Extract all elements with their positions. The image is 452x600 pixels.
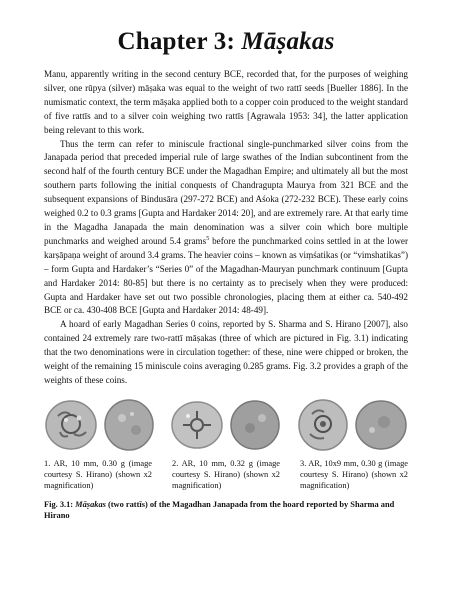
coin-1-reverse-image: [102, 398, 156, 452]
figure-caption-text: (two rattīs) of the Magadhan Janapada from the hoard reported by Sharma and Hirano: [44, 499, 395, 520]
coin-captions-row: [44, 458, 408, 491]
footnote-ref-5[interactable]: 5: [206, 235, 210, 242]
coin-2-obverse-image: [170, 398, 224, 452]
chapter-title-prefix: Chapter 3:: [117, 28, 242, 55]
chapter-title-italic: Māṣakas: [241, 28, 335, 55]
coin-3-images: [296, 398, 408, 452]
coin-images-row: [44, 398, 408, 452]
coin-2-images: [170, 398, 282, 452]
figure-caption-label: Fig. 3.1:: [44, 499, 76, 509]
coin-2-caption: 2. AR, 10 mm, 0.32 g (image courtesy S. Hirano) (shown x2 magnification): [172, 458, 280, 490]
coin-3-caption: 3. AR, 10x9 mm, 0.30 g (image courtesy S. Hirano) (shown x2 magnification): [300, 458, 408, 490]
paragraph-2: [44, 138, 408, 319]
paragraph-2-part-a: Thus the term can refer to miniscule fractional single-punchmarked silver coins from the Janapada period that preceded imperial rule of large swathes of the Indian subcontinent from the second half of the fourth century BCE under the Magadhan Empire; and ultimately all but the most southern parts following the initial conquests of Chandragupta Maurya from 321 BCE and the subsequent expansions of Bindusāra (297-272 BCE) and Aśoka (272-232 BCE). These early coins weighed 0.2 to 0.3 grams [Gupta and Hardaker 2014: 20], and are extremely rare. At that early time in the Magadha Janapada the main denomination was a silver coin which bore multiple punchmarks and weighed around 5.4 grams: [44, 138, 408, 246]
document-page: [44, 28, 408, 521]
coin-1-obverse-image: [44, 398, 98, 452]
figure-caption-italic: Māṣakas: [75, 499, 106, 509]
coin-3-reverse-image: [354, 398, 408, 452]
paragraph-3: A hoard of early Magadhan Series 0 coins, reported by S. Sharma and S. Hirano [2007], also contained 24 extremely rare two-rattī māṣakas (three of which are pictured in Fig. 3.1) indicating that the two denominations were in circulation together: of these, nine were chipped or broken, the weight of the remaining 15 miniscule coins averaging 0.285 grams. Fig. 3.2 provides a graph of the weights of these coins.: [44, 319, 408, 385]
coin-3-obverse-image: [296, 398, 350, 452]
paragraph-2-part-b: before the punchmarked coins settled in at the lower karṣāpaṇa weight of around 3.4 grams. The heavier coins – known as viṃśatikas (or “vimshatikas”) – form Gupta and Hardaker’s “Series 0” of the Magadhan-Mauryan punchmark continuum [Gupta and Hardaker 2014: 80-85] but there is no certainty as to precisely when they were produced: Gupta and Hardaker have set out two possible chronologies, placing them at either ca. 540-492 BCE or ca. 430-408 BCE [Gupta and Hardaker 2014: 48-49].: [44, 235, 408, 316]
coin-2-reverse-image: [228, 398, 282, 452]
coin-1-images: [44, 398, 156, 452]
figure-caption: [44, 499, 408, 521]
chapter-title: [44, 28, 408, 56]
coin-1-caption: 1. AR, 10 mm, 0.30 g (image courtesy S. Hirano) (shown x2 magnification): [44, 458, 152, 490]
paragraph-1: Manu, apparently writing in the second century BCE, recorded that, for the purposes of weighing silver, one rūpya (silver) māṣaka was equal to the weight of two rattī seeds [Bueller 1886]. In the numismatic context, the term māṣaka applied both to a copper coin produced to the weight standard of five rattīs and to a silver coin weighing two rattīs [Agrawala 1953: 34], the latter application being relevant to this work.: [44, 69, 408, 135]
